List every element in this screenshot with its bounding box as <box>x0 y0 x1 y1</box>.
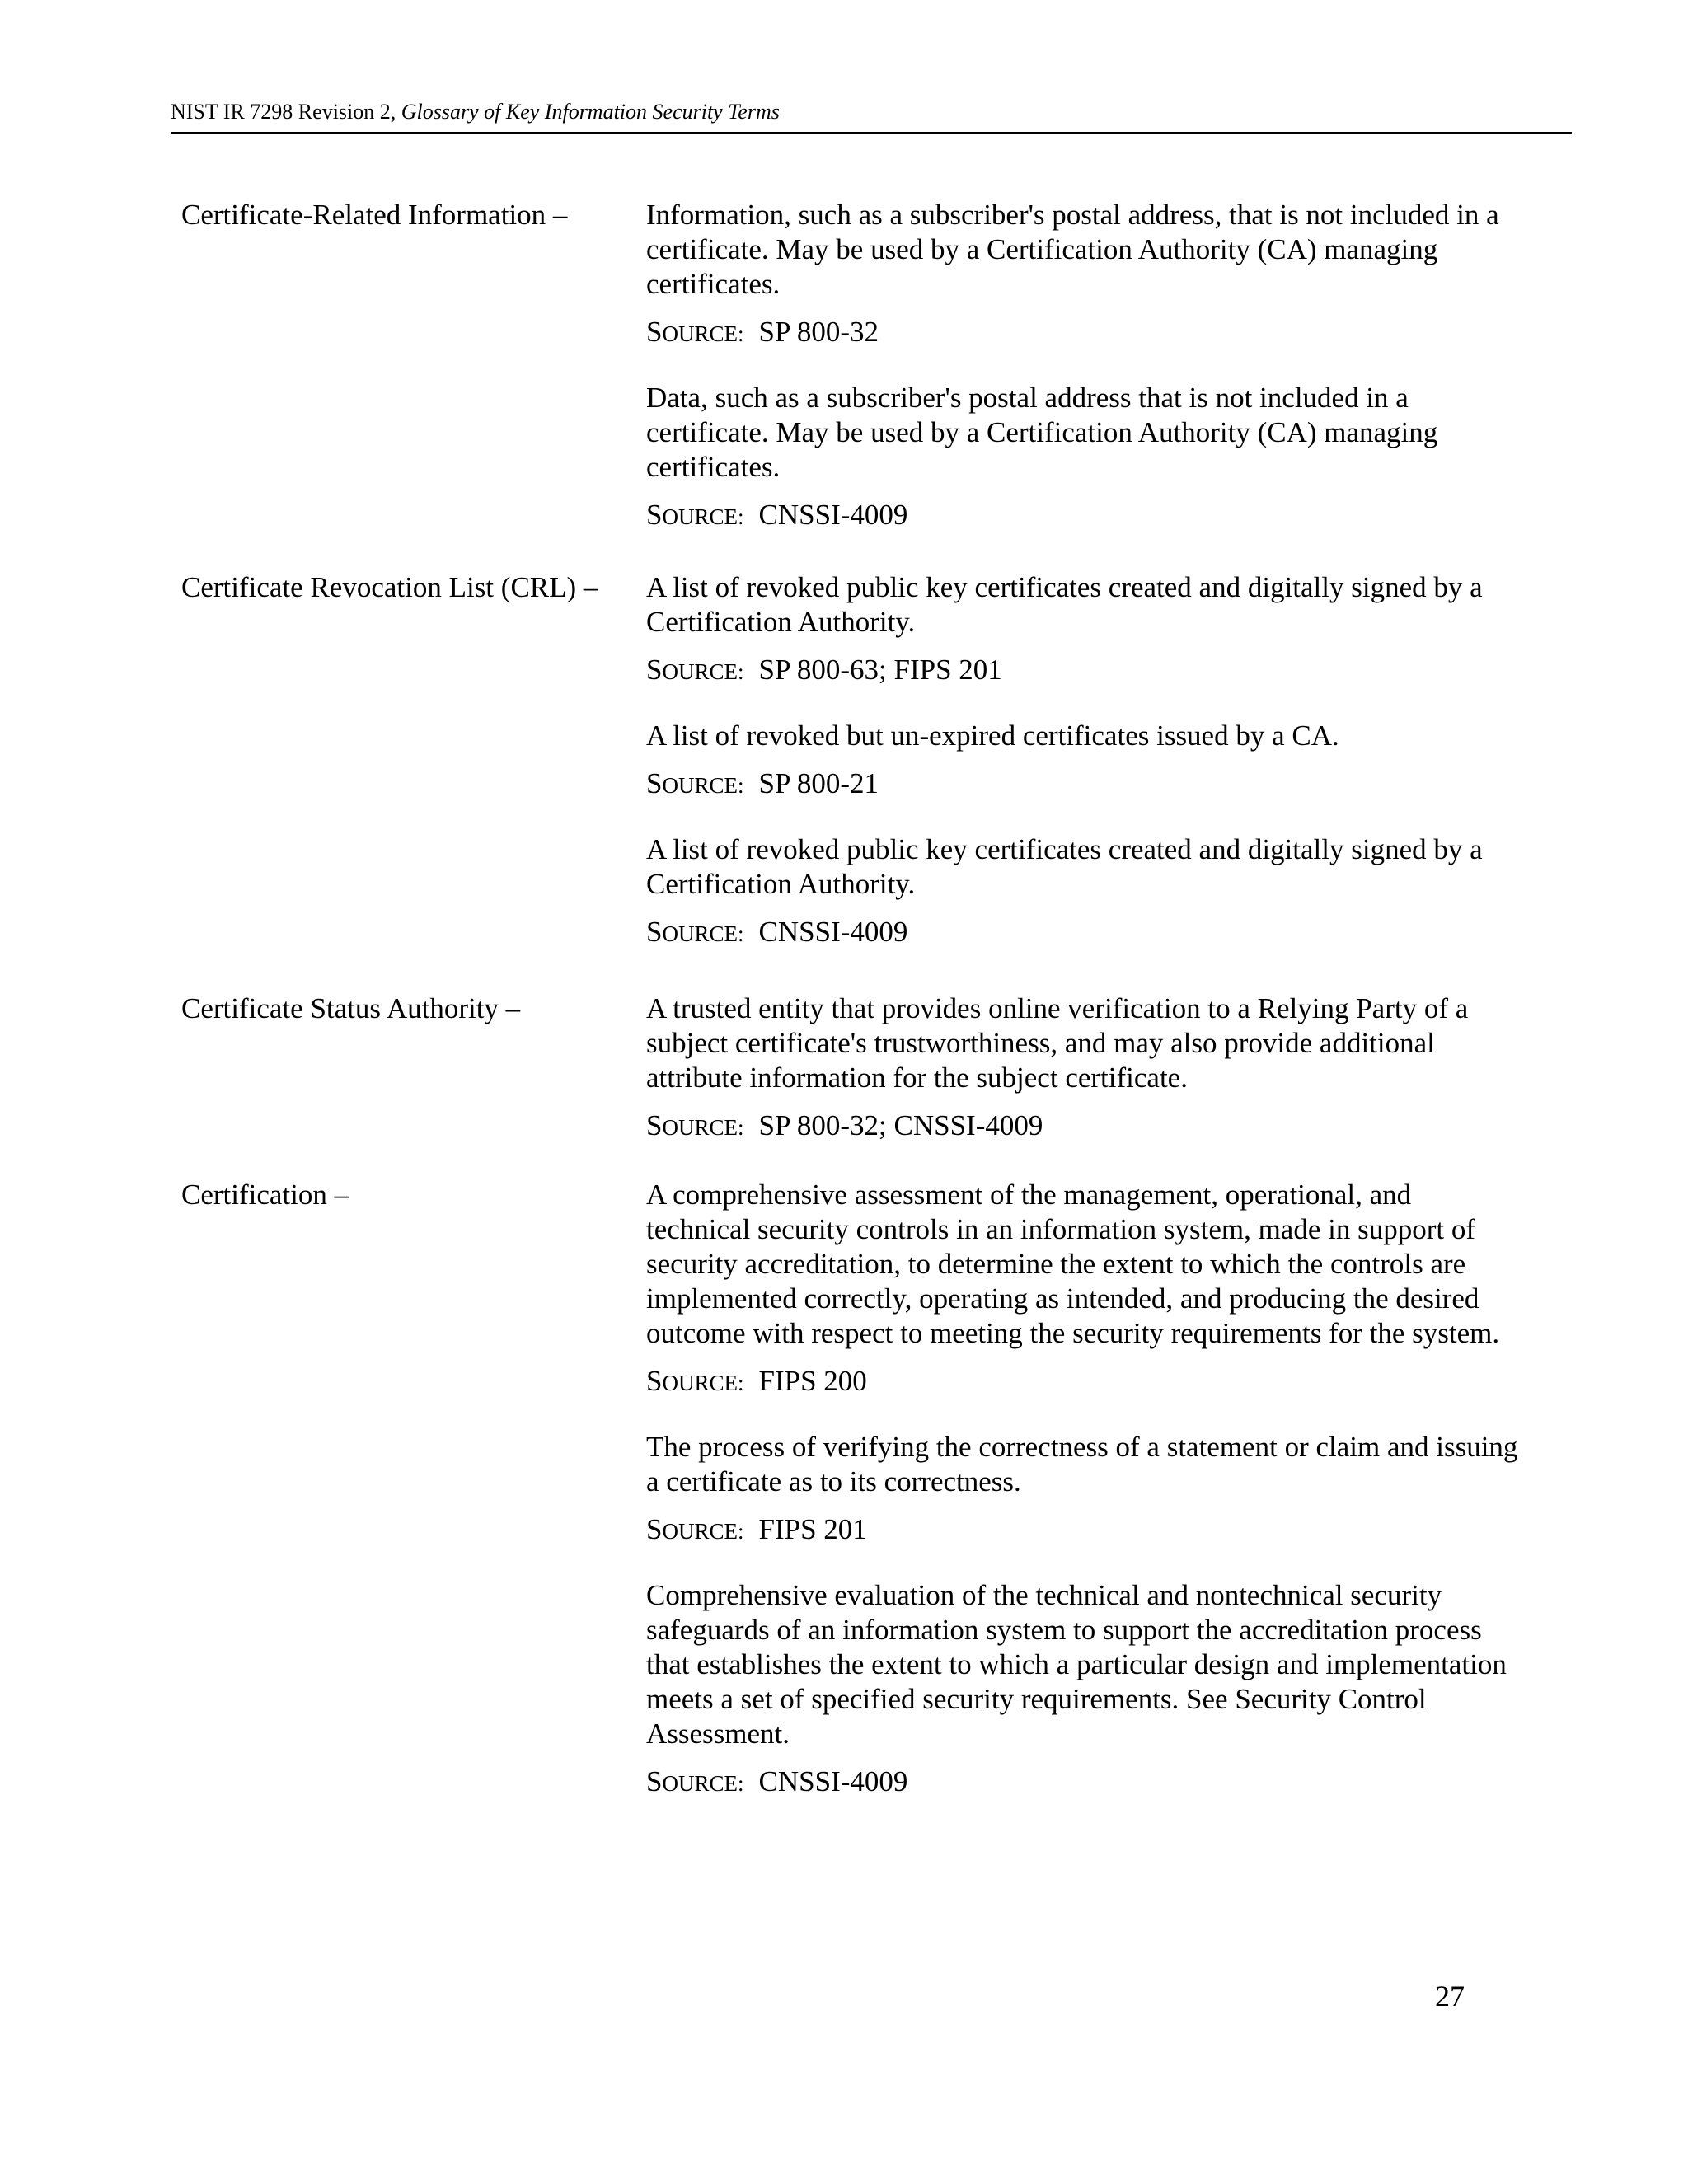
definition-block <box>646 570 1520 687</box>
source-label-initial: S <box>646 916 663 948</box>
definition-text: Data, such as a subscriber's postal address that is not included in a certificate. May be used by a Certification Authority (CA) managing certificates. <box>646 382 1438 483</box>
source-label-initial: S <box>646 499 663 531</box>
definition-list <box>646 570 1520 949</box>
source-line <box>646 1364 1520 1399</box>
source-label-initial: S <box>646 316 663 348</box>
definition-text: A list of revoked public key certificates created and digitally signed by a Certification Authority. <box>646 571 1483 638</box>
source-line <box>646 1765 1520 1799</box>
source-reference: FIPS 200 <box>758 1365 867 1397</box>
source-reference: SP 800-63; FIPS 201 <box>758 654 1002 686</box>
definition-block <box>646 1430 1520 1547</box>
definition-text: A comprehensive assessment of the management, operational, and technical security controls in an information system, made in support of security accreditation, to determine the extent to which the controls are implemented correctly, operating as intended, and producing the desired outcome with respect to meeting the security requirements for the system. <box>646 1179 1500 1349</box>
definition-list <box>646 198 1520 532</box>
glossary-term: Certificate-Related Information – <box>181 199 568 231</box>
running-header <box>171 97 1572 134</box>
definition-text: Comprehensive evaluation of the technical and nontechnical security safeguards of an information system to support the accreditation process that establishes the extent to which a particular design and implementation meets a set of specified security requirements. See Security Control Assessment. <box>646 1579 1507 1750</box>
glossary-term: Certification – <box>181 1179 349 1211</box>
definition-block <box>646 719 1520 801</box>
definition-block <box>646 832 1520 949</box>
source-line <box>646 1512 1520 1547</box>
source-label-rest: OURCE: <box>662 504 744 529</box>
definition-block <box>646 1178 1520 1399</box>
source-reference: SP 800-32; CNSSI-4009 <box>758 1109 1043 1141</box>
source-reference: SP 800-21 <box>758 767 879 799</box>
source-label-initial: S <box>646 1513 663 1545</box>
source-reference: CNSSI-4009 <box>758 916 908 948</box>
source-reference: FIPS 201 <box>758 1513 867 1545</box>
definition-block <box>646 1578 1520 1799</box>
definition-list <box>646 1178 1520 1799</box>
source-line <box>646 915 1520 949</box>
source-line <box>646 1108 1520 1143</box>
definition-text: A list of revoked public key certificates created and digitally signed by a Certification Authority. <box>646 833 1483 900</box>
source-label-rest: OURCE: <box>662 1519 744 1544</box>
source-label-rest: OURCE: <box>662 921 744 946</box>
source-line <box>646 498 1520 532</box>
definition-text: A trusted entity that provides online verification to a Relying Party of a subject certificate's trustworthiness, and may also provide additional attribute information for the subject certificate. <box>646 992 1469 1094</box>
definition-text: Information, such as a subscriber's postal address, that is not included in a certificate. May be used by a Certification Authority (CA) managing certificates. <box>646 199 1499 300</box>
source-line <box>646 653 1520 687</box>
source-label-initial: S <box>646 767 663 799</box>
source-label-initial: S <box>646 1365 663 1397</box>
source-label-initial: S <box>646 654 663 686</box>
page-number: 27 <box>1435 1980 1465 2013</box>
source-reference: SP 800-32 <box>758 316 879 348</box>
source-label-initial: S <box>646 1765 663 1797</box>
definition-list <box>646 991 1520 1143</box>
source-label-rest: OURCE: <box>662 773 744 798</box>
source-label-rest: OURCE: <box>662 1371 744 1395</box>
source-label-rest: OURCE: <box>662 659 744 684</box>
source-line <box>646 315 1520 349</box>
definition-text: The process of verifying the correctness of a statement or claim and issuing a certificate as to its correctness. <box>646 1431 1518 1497</box>
source-reference: CNSSI-4009 <box>758 1765 908 1797</box>
source-label-rest: OURCE: <box>662 321 744 346</box>
definition-block <box>646 991 1520 1143</box>
source-label-rest: OURCE: <box>662 1115 744 1140</box>
source-line <box>646 766 1520 801</box>
source-label-rest: OURCE: <box>662 1771 744 1796</box>
glossary-term: Certificate Revocation List (CRL) – <box>181 571 598 603</box>
definition-block <box>646 381 1520 532</box>
source-label-initial: S <box>646 1109 663 1141</box>
header-document-title: Glossary of Key Information Security Terms <box>401 100 780 124</box>
definition-text: A list of revoked but un-expired certificates issued by a CA. <box>646 719 1339 752</box>
header-document-id: NIST IR 7298 Revision 2, <box>171 100 401 124</box>
glossary-term: Certificate Status Authority – <box>181 992 521 1024</box>
source-reference: CNSSI-4009 <box>758 499 908 531</box>
definition-block <box>646 198 1520 349</box>
